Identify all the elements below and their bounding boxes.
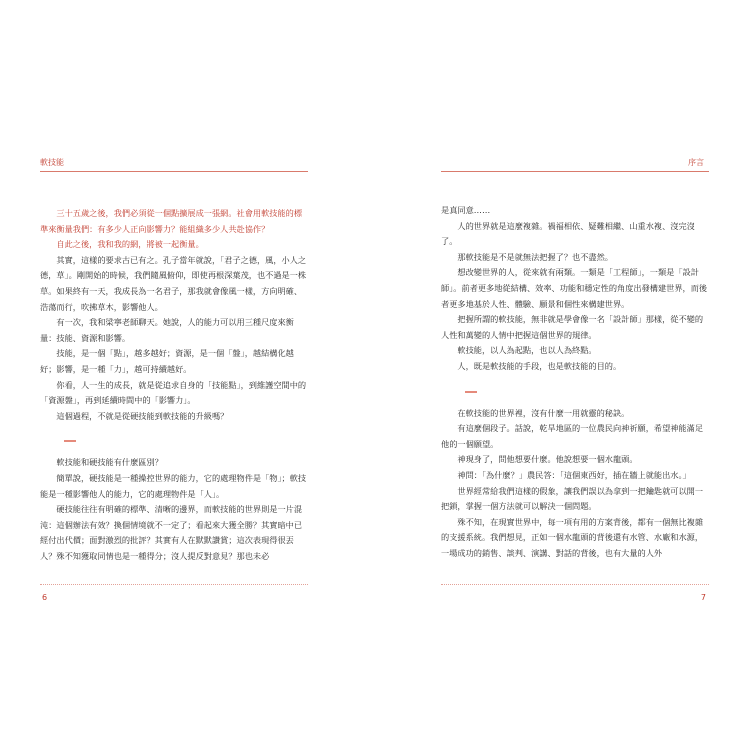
body-paragraph: 你看，人一生的成長，就是從追求自身的「技能點」，到維護空間中的「資源盤」，再到延續時間中的「影響力」。 bbox=[40, 379, 307, 406]
section-marker bbox=[465, 391, 477, 393]
body-paragraph: 那軟技能是不是就無法把握了？也不盡然。 bbox=[457, 251, 613, 262]
right-page bbox=[375, 0, 750, 750]
intro-paragraph-1: 三十五歲之後，我們必須從一個點擴展成一張網。社會用軟技能的標準來衡量我們：有多少人正向影響力？能組織多少人共赴協作？ bbox=[40, 208, 303, 234]
footer-rule-right bbox=[441, 584, 709, 585]
body-paragraph: 軟技能和硬技能有什麼區別？ bbox=[56, 457, 163, 468]
body-paragraph: 神現身了，問他想要什麼。他說想要一個水龍頭。 bbox=[457, 454, 638, 465]
intro-paragraph-2: 自此之後，我和我的網，將被一起衡量。 bbox=[56, 239, 204, 250]
footer-rule-left bbox=[40, 584, 308, 585]
header-rule-left bbox=[40, 171, 308, 172]
body-paragraph: 人的世界就是這麼複雜。禍福相依、疑難相繼、山重水複、沒完沒了。 bbox=[441, 220, 695, 247]
section-marker bbox=[64, 440, 76, 442]
body-paragraph: 有這麼個段子。話說，乾旱地區的一位農民向神祈願，希望神能滿足他的一個願望。 bbox=[441, 423, 704, 449]
page-number-right: 7 bbox=[700, 593, 706, 602]
body-paragraph: 硬技能往往有明確的標準、清晰的邊界，而軟技能的世界則是一片混沌：這個辦法有效？換個情境就不一定了；看起來大獲全勝？其實暗中已經付出代價；面對激烈的批評？其實有人在默默讚賞；這次表現得很丟人？殊不知獲取同情也是一種得分；沒人提反對意見？那也未必 bbox=[40, 504, 303, 561]
body-paragraph: 技能，是一個「點」，越多越好；資源，是一個「盤」，越結構化越好；影響，是一種「力」，越可持續越好。 bbox=[40, 348, 294, 374]
body-paragraph: 有一次，我和梁寧老師聊天。她說，人的能力可以用三種尺度來衡量：技能、資源和影響。 bbox=[40, 317, 294, 343]
header-rule-right bbox=[441, 171, 709, 172]
running-header-right: 序言 bbox=[688, 158, 704, 167]
running-header-left: 軟技能 bbox=[40, 158, 64, 167]
body-paragraph: 把握所謂的軟技能，無非就是學會像一名「設計師」那樣，從不變的人性和萬變的人情中把握這個世界的規律。 bbox=[441, 314, 704, 340]
body-paragraph: 神問：「為什麼？」農民答：「這個東西好，插在牆上就能出水。」 bbox=[457, 469, 691, 480]
body-paragraph: 簡單說，硬技能是一種操控世界的能力，它的處理物件是「物」；軟技能是一種影響他人的能力，它的處理物件是「人」。 bbox=[40, 472, 307, 499]
page-number-left: 6 bbox=[42, 593, 48, 602]
body-paragraph: 其實，這樣的要求古已有之。孔子當年就說，「君子之德，風，小人之德，草」。剛開始的時候，我們隨風俯仰，即使再根深葉茂，也不過是一株草。如果終有一天，我成長為一名君子，那我就會像風一樣，方向明確、浩蕩而行，吹拂草木，影響他人。 bbox=[40, 254, 307, 312]
left-body bbox=[40, 206, 308, 564]
body-paragraph: 是真同意…… bbox=[441, 205, 491, 215]
body-paragraph: 軟技能，以人為起點，也以人為終點。 bbox=[457, 345, 597, 356]
body-paragraph: 這個過程，不就是從硬技能到軟技能的升級嗎？ bbox=[56, 410, 229, 421]
body-paragraph: 人，既是軟技能的手段，也是軟技能的目的。 bbox=[457, 360, 622, 371]
body-paragraph: 在軟技能的世界裡，沒有什麼一用就靈的秘訣。 bbox=[457, 407, 630, 418]
body-paragraph: 想改變世界的人，從來就有兩類。一類是「工程師」，一類是「設計師」。前者更多地從結構、效率、功能和穩定性的角度出發構建世界，而後者更多地基於人性、體驗、願景和個性來構建世界。 bbox=[441, 267, 708, 309]
body-paragraph: 世界經常給我們這樣的假象，讓我們誤以為拿到一把鑰匙就可以開一把鎖，掌握一個方法就可以解決一個問題。 bbox=[441, 485, 704, 512]
right-body bbox=[441, 203, 709, 561]
body-paragraph: 殊不知，在現實世界中，每一項有用的方案背後，都有一個無比複雜的支援系統。我們想見，正如一個水龍頭的背後還有水管、水廠和水源，一場成功的銷售、談判、演講、對話的背後，也有大量的人外 bbox=[441, 516, 704, 558]
